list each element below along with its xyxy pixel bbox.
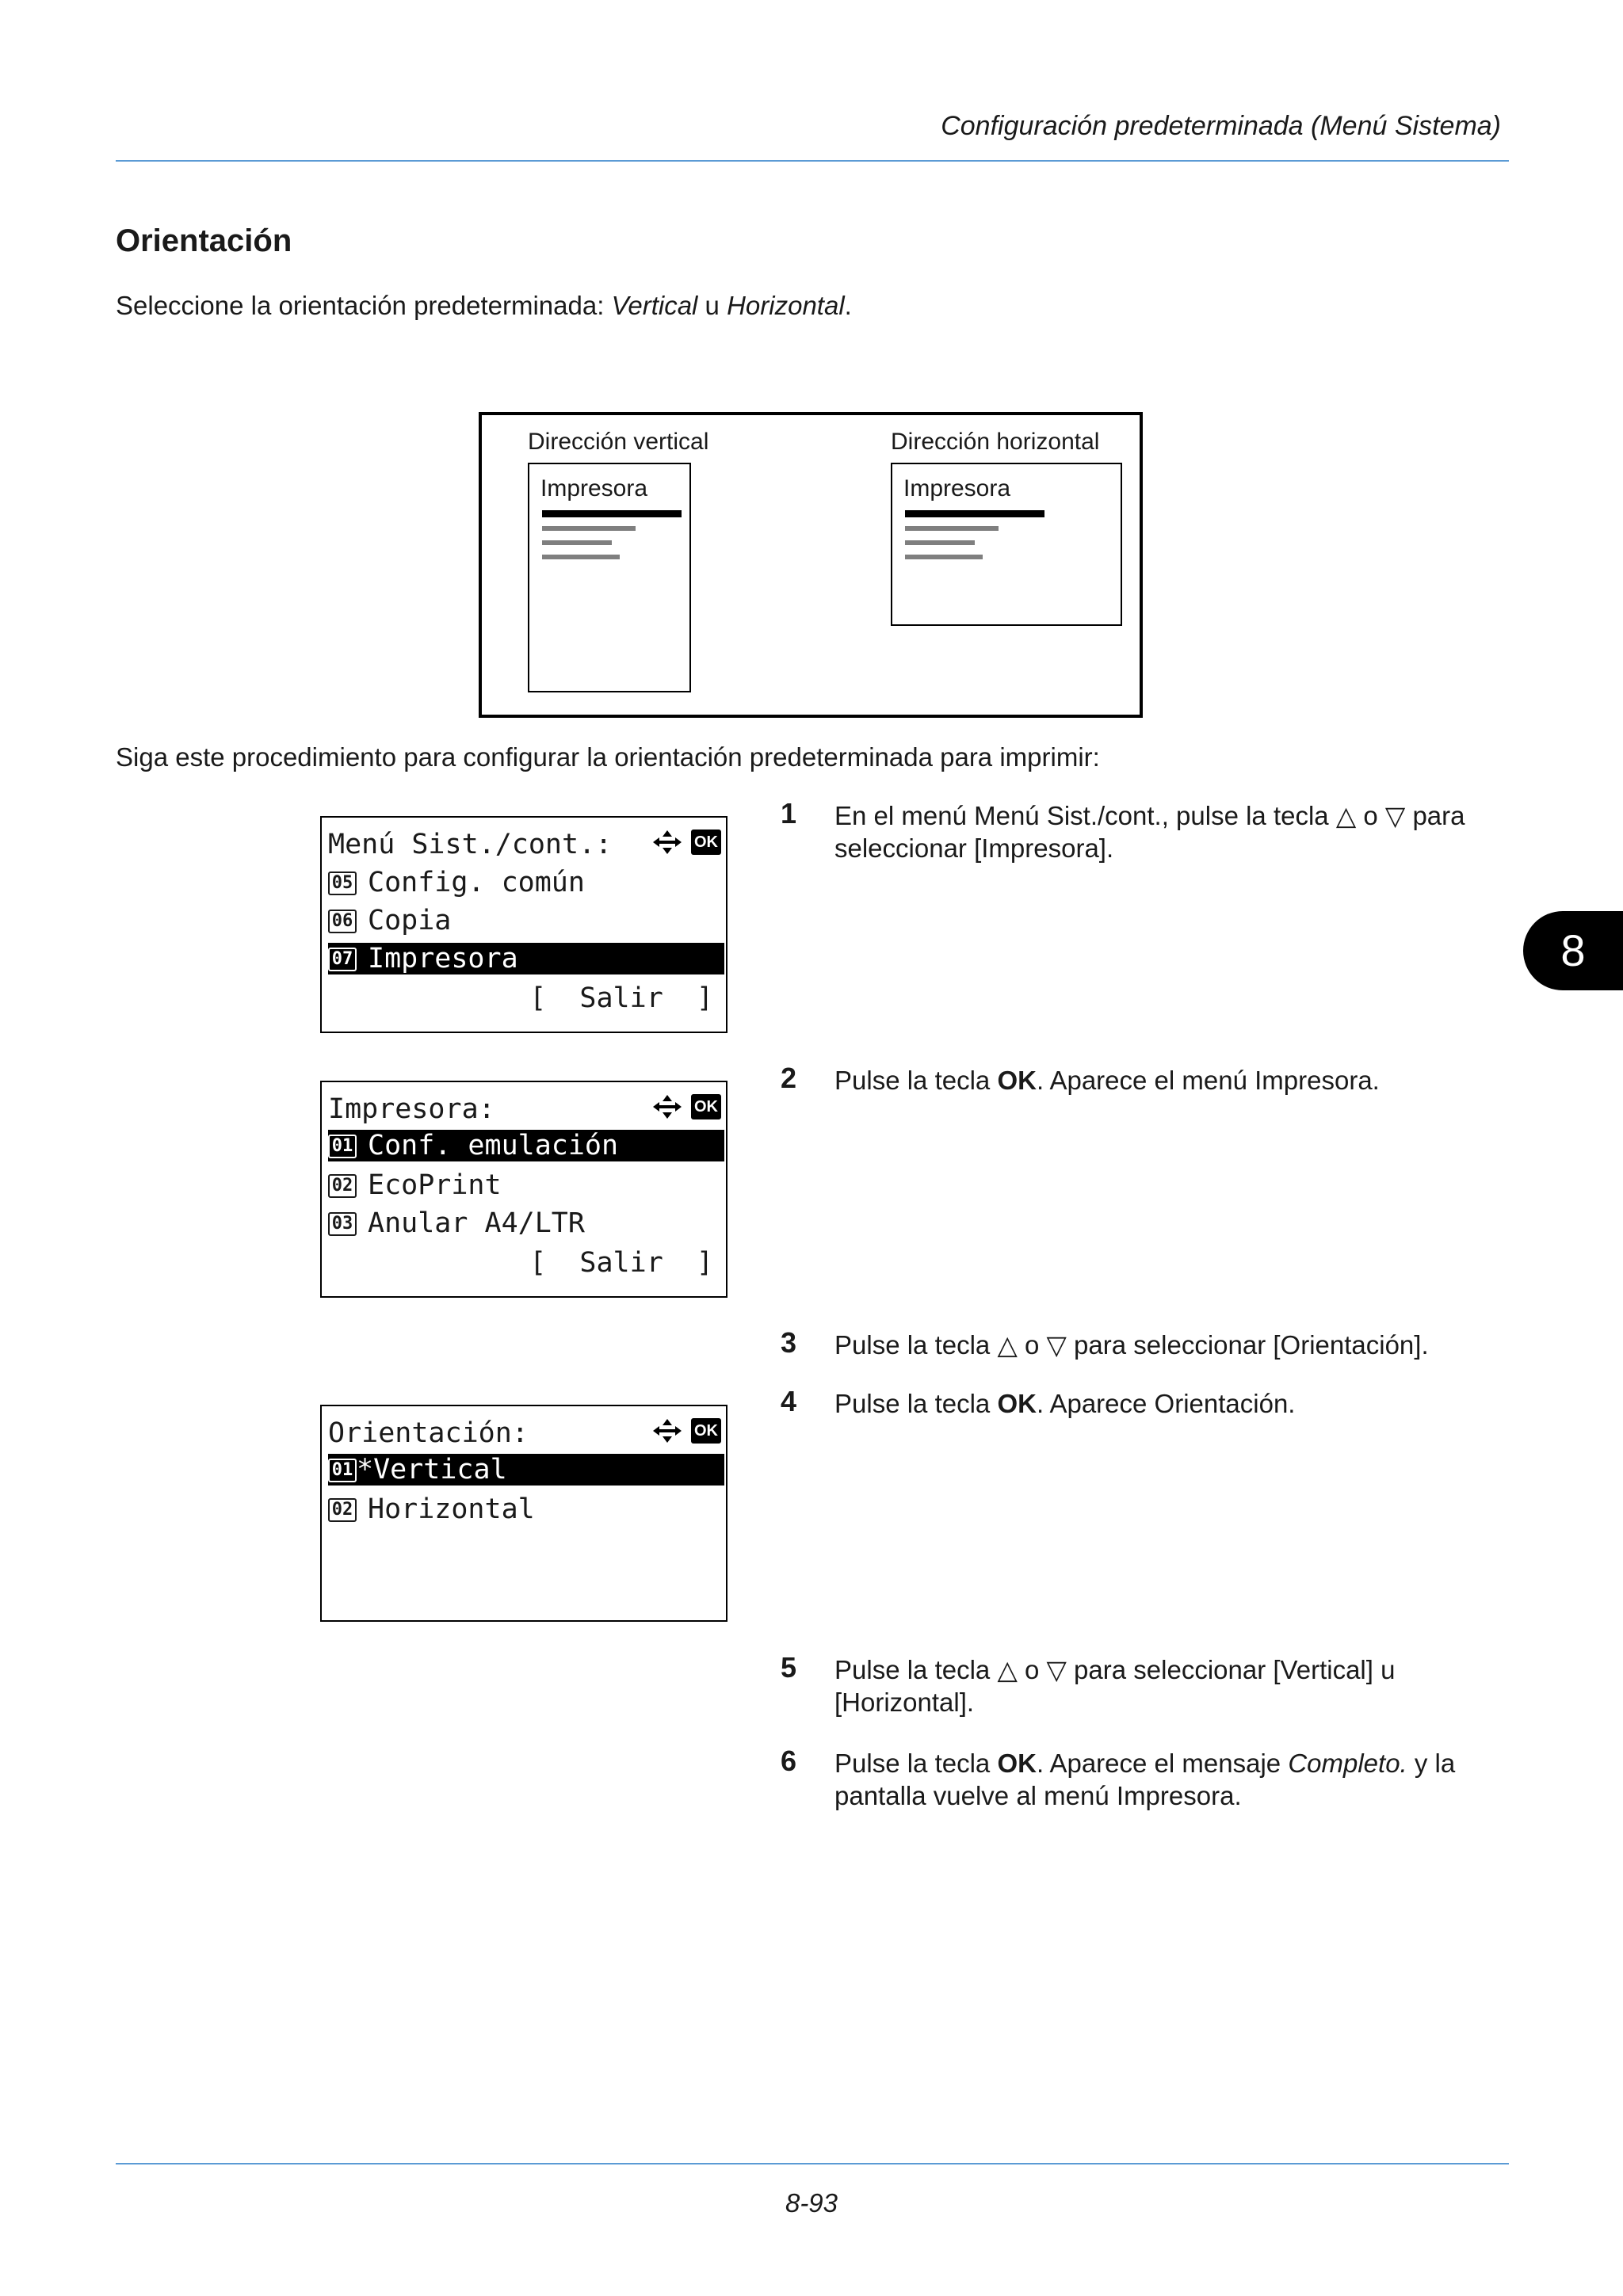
vertical-paper-text: Impresora xyxy=(540,475,648,502)
item-label: Conf. emulación xyxy=(368,1130,619,1161)
step-number: 4 xyxy=(781,1385,797,1417)
horizontal-paper-text: Impresora xyxy=(903,475,1011,502)
step-number: 2 xyxy=(781,1062,797,1094)
lcd-menu-item xyxy=(328,1169,726,1201)
step-line xyxy=(834,1747,1516,1779)
item-number: 03 xyxy=(328,1212,357,1236)
page-number: 8-93 xyxy=(785,2188,838,2218)
lcd-title: Impresora: xyxy=(328,1093,495,1125)
vertical-direction-label: Dirección vertical xyxy=(528,429,709,455)
paper-text-line xyxy=(905,555,983,559)
lcd-menu-item xyxy=(328,1493,726,1525)
ok-key-label: OK xyxy=(997,1066,1037,1095)
item-label: Copia xyxy=(368,905,452,936)
lcd-menu-item xyxy=(328,905,726,936)
step-text xyxy=(834,1064,1516,1097)
intro-option-horizontal: Horizontal xyxy=(727,291,845,320)
four-way-arrow-icon xyxy=(651,1417,683,1444)
item-label: Impresora xyxy=(368,943,518,974)
orientation-diagram xyxy=(479,412,1143,718)
lcd-title: Orientación: xyxy=(328,1417,529,1449)
ok-key-label: OK xyxy=(997,1389,1037,1418)
step-line: Pulse la tecla △ o ▽ para seleccionar [Vertical] u xyxy=(834,1655,1396,1684)
ok-key-icon: OK xyxy=(691,1094,721,1119)
step-line: [Horizontal]. xyxy=(834,1688,975,1717)
horizontal-direction-label: Dirección horizontal xyxy=(891,429,1100,455)
item-label: Config. común xyxy=(368,867,585,898)
lcd-nav-icons xyxy=(651,1093,721,1120)
item-label: Horizontal xyxy=(368,1493,535,1525)
horizontal-paper xyxy=(891,463,1122,626)
step-text: Pulse la tecla △ o ▽ para seleccionar [Orientación]. xyxy=(834,1330,1429,1360)
paper-title-bar xyxy=(905,510,1044,517)
step-text xyxy=(834,1387,1516,1420)
intro-suffix: . xyxy=(844,291,852,320)
header-rule xyxy=(116,160,1509,162)
lcd-screen-system-menu xyxy=(320,816,727,1033)
paper-text-line xyxy=(542,555,620,559)
vertical-paper xyxy=(528,463,691,692)
lcd-menu-item-selected xyxy=(328,943,724,974)
step-number: 1 xyxy=(781,797,797,830)
paper-text-line xyxy=(905,526,999,531)
lcd-exit-softkey: [ Salir ] xyxy=(529,1247,713,1279)
step-prefix: Pulse la tecla xyxy=(834,1389,998,1418)
step-suffix: . Aparece el menú Impresora. xyxy=(1036,1066,1380,1095)
step-number: 5 xyxy=(781,1651,797,1684)
completed-message: Completo. xyxy=(1288,1749,1407,1778)
procedure-intro: Siga este procedimiento para configurar la orientación predeterminada para imprimir: xyxy=(116,742,1100,772)
lcd-title: Menú Sist./cont.: xyxy=(328,829,613,860)
footer-rule xyxy=(116,2163,1509,2164)
ok-key-icon: OK xyxy=(691,1418,721,1444)
step-prefix: Pulse la tecla xyxy=(834,1066,998,1095)
step-line: En el menú Menú Sist./cont., pulse la tecla △ o ▽ para xyxy=(834,801,1465,830)
lcd-exit-softkey: [ Salir ] xyxy=(529,982,713,1014)
item-number: 02 xyxy=(328,1174,357,1198)
intro-prefix: Seleccione la orientación predeterminada: xyxy=(116,291,612,320)
item-number: 01 xyxy=(328,1459,357,1482)
step-prefix: Pulse la tecla xyxy=(834,1749,998,1778)
lcd-nav-icons xyxy=(651,829,721,856)
paper-title-bar xyxy=(542,510,682,517)
lcd-menu-item xyxy=(328,1207,726,1239)
intro-mid: u xyxy=(697,291,727,320)
step-number: 3 xyxy=(781,1326,797,1359)
step-text xyxy=(834,799,1516,864)
step-text xyxy=(834,1747,1516,1812)
step-number: 6 xyxy=(781,1745,797,1777)
item-number: 01 xyxy=(328,1135,357,1158)
item-number: 06 xyxy=(328,910,357,933)
ok-key-label: OK xyxy=(997,1749,1037,1778)
lcd-menu-item-selected xyxy=(328,1454,724,1486)
lcd-menu-item xyxy=(328,867,726,898)
section-heading: Orientación xyxy=(116,223,292,258)
step-middle: . Aparece el mensaje xyxy=(1036,1749,1289,1778)
running-header: Configuración predeterminada (Menú Sistema) xyxy=(941,111,1501,141)
lcd-menu-item-selected xyxy=(328,1130,724,1161)
paper-text-line xyxy=(542,540,612,545)
paper-text-line xyxy=(905,540,975,545)
paper-text-line xyxy=(542,526,636,531)
step-suffix: . Aparece Orientación. xyxy=(1036,1389,1296,1418)
item-number: 02 xyxy=(328,1498,357,1522)
item-number: 07 xyxy=(328,948,357,971)
section-intro xyxy=(116,291,852,321)
step-line: seleccionar [Impresora]. xyxy=(834,833,1114,863)
lcd-nav-icons xyxy=(651,1417,721,1444)
lcd-screen-printer-menu xyxy=(320,1081,727,1298)
step-text xyxy=(834,1653,1516,1718)
item-label: *Vertical xyxy=(357,1454,507,1486)
step-suffix: y la xyxy=(1407,1749,1456,1778)
item-label: Anular A4/LTR xyxy=(368,1207,585,1239)
ok-key-icon: OK xyxy=(691,830,721,855)
intro-option-vertical: Vertical xyxy=(611,291,698,320)
lcd-screen-orientation xyxy=(320,1405,727,1622)
item-label: EcoPrint xyxy=(368,1169,502,1201)
four-way-arrow-icon xyxy=(651,1093,683,1120)
item-number: 05 xyxy=(328,871,357,895)
chapter-tab: 8 xyxy=(1523,911,1623,990)
step-line: pantalla vuelve al menú Impresora. xyxy=(834,1781,1242,1810)
four-way-arrow-icon xyxy=(651,829,683,856)
